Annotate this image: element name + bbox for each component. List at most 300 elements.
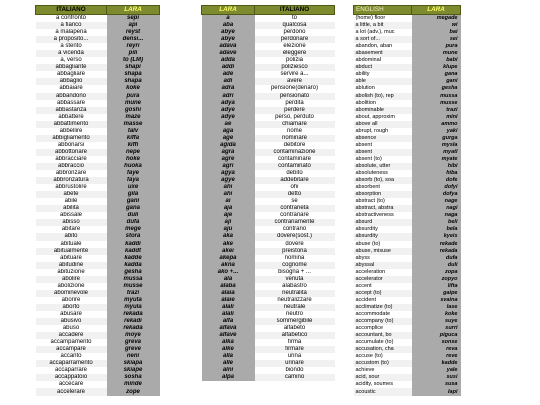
translation-cell: achieve	[355, 367, 375, 374]
translation-cell: aborto	[36, 304, 107, 311]
table-row	[202, 283, 335, 290]
translation-cell: about, approxim	[355, 113, 395, 120]
translation-cell: ohi	[290, 184, 299, 191]
table-row	[36, 297, 160, 304]
translation-cell: abilità	[36, 205, 107, 212]
translation-cell: abbronzatura	[36, 177, 107, 184]
translation-cell: a fianco	[36, 22, 107, 29]
translation-cell: accappatoio	[36, 374, 107, 381]
lara-word-cell: lase	[412, 304, 461, 311]
translation-cell: a malapena	[55, 29, 87, 36]
table-row	[36, 339, 160, 346]
lara-word-cell: koke	[107, 85, 160, 92]
lara-word-cell: reyri	[107, 43, 160, 50]
lara-word-cell: alali	[202, 311, 255, 318]
table-row	[36, 64, 160, 71]
table-row	[202, 114, 335, 121]
lara-word-cell: kiffa	[107, 135, 160, 142]
table-row	[202, 163, 335, 170]
lara-word-cell: alpa	[202, 374, 255, 381]
translation-cell: abbagliante	[36, 64, 107, 71]
lara-word-cell: neni	[107, 353, 160, 360]
lara-word-cell: adi	[202, 78, 255, 85]
table-row	[36, 262, 160, 269]
table-row	[36, 43, 160, 50]
lara-word-cell: dofya	[412, 191, 461, 198]
table-row	[202, 121, 335, 128]
lara-word-cell: gana	[412, 71, 461, 78]
lara-word-cell: lapi	[412, 388, 461, 395]
translation-cell: accident	[355, 296, 376, 303]
table-row	[36, 191, 160, 198]
translation-cell: absurdity	[354, 233, 412, 240]
table-row	[202, 36, 335, 43]
translation-cell: abolire	[36, 276, 107, 283]
translation-cell: abitudine	[36, 262, 107, 269]
translation-cell: absent	[355, 141, 373, 148]
lara-word-cell: bela	[412, 226, 461, 233]
table-row	[354, 191, 461, 198]
translation-cell: acclimatize (to)	[354, 304, 412, 311]
translation-cell: abbattimento	[36, 121, 107, 128]
table-row	[354, 71, 461, 78]
lara-word-cell: musse	[412, 100, 461, 107]
translation-cell: absorb (to), soa	[354, 177, 412, 184]
table-row	[354, 156, 461, 163]
table-row	[36, 318, 160, 325]
translation-cell: servire a...	[280, 71, 309, 78]
table-row	[36, 248, 160, 255]
table-row	[202, 64, 335, 71]
translation-cell: abrupt, rough	[355, 127, 389, 134]
translation-cell: abituzione	[57, 268, 85, 275]
translation-cell: a stento	[60, 43, 82, 50]
lara-word-cell: musse	[107, 283, 160, 290]
translation-cell: able	[354, 78, 412, 85]
translation-cell: absurdity	[355, 226, 378, 233]
lara-word-cell: reyst	[107, 29, 160, 36]
translation-cell: absurd	[354, 219, 412, 226]
translation-cell: abduct	[354, 64, 412, 71]
lara-word-cell: nagi	[412, 205, 461, 212]
lara-word-cell: alfava	[202, 325, 255, 332]
translation-cell: abituare	[60, 254, 82, 261]
lara-word-cell: mune	[412, 50, 461, 57]
table-row	[36, 290, 160, 297]
translation-cell: abbonarsi	[57, 141, 85, 148]
lara-word-cell: adri	[202, 93, 255, 100]
lara-word-cell: alni	[202, 367, 255, 374]
translation-cell: eleggere	[255, 50, 335, 57]
lara-word-cell: huoka	[107, 163, 160, 170]
table-row	[36, 15, 160, 23]
lara-word-cell: age	[202, 135, 255, 142]
translation-cell: debito	[286, 170, 303, 177]
translation-cell: contaminato	[255, 163, 335, 170]
translation-cell: abandon, aban	[355, 43, 393, 50]
translation-cell: firma	[287, 339, 302, 346]
translation-cell: dovere	[285, 240, 304, 247]
lara-word-cell: alaba	[202, 283, 255, 290]
lara-word-cell: nage	[412, 198, 461, 205]
translation-cell: abbottonare	[36, 149, 107, 156]
table-row	[36, 212, 160, 219]
table-row	[36, 325, 160, 332]
translation-cell: urina	[287, 353, 302, 360]
translation-cell: abominable	[354, 107, 412, 114]
table-row	[36, 135, 160, 142]
translation-cell: abolition	[355, 99, 376, 106]
table-row	[36, 233, 160, 240]
translation-cell: abbrustolire	[55, 184, 87, 191]
lara-word-cell: susi	[412, 374, 461, 381]
table-row	[202, 346, 335, 353]
english-lara-table	[353, 5, 461, 396]
translation-cell: accept (to)	[354, 290, 412, 297]
translation-cell: accustom (to)	[354, 360, 412, 367]
translation-cell: abito	[36, 233, 107, 240]
table-row	[36, 374, 160, 381]
lara-word-cell: rekada	[412, 248, 461, 255]
lara-word-cell: adda	[202, 57, 255, 64]
table-row	[202, 226, 335, 233]
translation-cell: qualcosa	[255, 22, 335, 29]
table-row	[36, 311, 160, 318]
lara-word-cell: myuta	[107, 297, 160, 304]
lara-word-cell: rekadi	[107, 318, 160, 325]
table-row	[354, 15, 461, 23]
lara-word-cell: adye	[202, 114, 255, 121]
lara-word-cell: skiapa	[107, 360, 160, 367]
lara-word-cell: gani	[412, 78, 461, 85]
lara-word-cell: aje	[202, 212, 255, 219]
lara-word-cell: sosha	[107, 374, 160, 381]
table-row	[354, 233, 461, 240]
lara-word-cell: rekada	[107, 311, 160, 318]
table-row	[354, 311, 461, 318]
lara-word-cell: ai	[202, 198, 255, 205]
translation-cell: absent (to)	[355, 155, 382, 162]
lara-word-cell: a	[202, 15, 255, 23]
translation-cell: absorbent	[355, 184, 380, 191]
lara-word-cell: ahi	[202, 184, 255, 191]
table-row	[354, 163, 461, 170]
translation-cell: perdono	[283, 29, 306, 36]
lara-word-cell: dofyi	[412, 184, 461, 191]
translation-cell: abisso	[36, 219, 107, 226]
table-row	[202, 276, 335, 283]
lara-word-cell: gesha	[107, 269, 160, 276]
lara-word-cell: mini	[412, 114, 461, 121]
lara-word-cell: susa	[412, 381, 461, 388]
lara-word-cell: masse	[107, 121, 160, 128]
translation-cell: accountant, bo	[354, 332, 412, 339]
translation-cell: abile	[64, 198, 78, 205]
translation-cell: abstract (to)	[355, 198, 385, 205]
table-row	[36, 71, 160, 78]
table-row	[202, 93, 335, 100]
table-row	[36, 142, 160, 149]
lara-word-cell: nepe	[107, 149, 160, 156]
translation-cell: abyssal	[354, 262, 412, 269]
table-row	[202, 297, 335, 304]
table-row	[202, 22, 335, 29]
translation-cell: accent	[355, 282, 372, 289]
translation-cell: abstractiveness	[355, 212, 394, 219]
table-row	[354, 128, 461, 135]
translation-cell: abbaiare	[59, 85, 83, 92]
table-row	[354, 100, 461, 107]
column-header-english: ENGLISH	[354, 6, 412, 15]
lara-word-cell: myula	[107, 304, 160, 311]
table-row	[202, 156, 335, 163]
lara-word-cell: alke	[202, 346, 255, 353]
table-header-row	[354, 6, 461, 15]
table-row	[354, 93, 461, 100]
translation-cell: contrariare	[280, 212, 309, 219]
table-row	[36, 163, 160, 170]
translation-cell: se	[291, 198, 298, 205]
table-row	[202, 128, 335, 135]
table-row	[354, 121, 461, 128]
translation-cell: absoluteness	[355, 170, 388, 177]
lara-word-cell: alka	[202, 339, 255, 346]
translation-cell: abuse, misuse	[354, 248, 412, 255]
table-row	[36, 149, 160, 156]
lara-word-cell: minde	[107, 381, 160, 388]
lara-word-cell: ala	[202, 276, 255, 283]
translation-cell: urinare	[255, 360, 335, 367]
table-row	[36, 367, 160, 374]
translation-cell: addebitare	[255, 177, 335, 184]
lara-word-cell: kyeis	[412, 233, 461, 240]
table-row	[354, 57, 461, 64]
table-row	[354, 262, 461, 269]
translation-cell: alfabetico	[255, 332, 335, 339]
table-row	[36, 177, 160, 184]
lara-word-cell: kaddi	[107, 241, 160, 248]
table-row	[354, 283, 461, 290]
table-row	[354, 374, 461, 381]
translation-cell: acid, sour	[354, 374, 412, 381]
table-row	[202, 325, 335, 332]
lara-word-cell: akna	[202, 262, 255, 269]
lara-word-cell: trazi	[107, 290, 160, 297]
translation-cell: neutro	[285, 310, 303, 317]
table-row	[354, 142, 461, 149]
table-row	[36, 85, 160, 92]
lara-word-cell: densi...	[107, 36, 160, 43]
translation-cell: abasement	[354, 50, 412, 57]
lara-word-cell: dufa	[107, 219, 160, 226]
translation-cell: acceleration	[355, 268, 386, 275]
lara-word-cell: skiape	[107, 367, 160, 374]
translation-cell: contrariamente	[255, 219, 335, 226]
lara-word-cell: ade	[202, 71, 255, 78]
translation-cell: perso, perduto	[275, 113, 314, 120]
translation-cell: abbassare	[56, 99, 86, 106]
translation-cell: venuta	[255, 276, 335, 283]
lara-word-cell: mune	[107, 100, 160, 107]
translation-cell: abdominal	[355, 57, 381, 64]
lara-word-cell: svaina	[412, 297, 461, 304]
lara-word-cell: abye	[202, 29, 255, 36]
translation-cell: to	[291, 15, 297, 22]
translation-cell: contaminazione	[255, 149, 335, 156]
table-row	[202, 50, 335, 57]
table-row	[202, 219, 335, 226]
translation-cell: abbattere	[58, 113, 84, 120]
lara-word-cell: goshi	[107, 107, 160, 114]
translation-cell: cognome	[255, 262, 335, 269]
lara-word-cell: duli	[412, 262, 461, 269]
translation-cell: polizia	[285, 57, 303, 64]
table-row	[202, 107, 335, 114]
translation-cell: accelerator	[354, 276, 412, 283]
lara-word-cell: shapa	[107, 78, 160, 85]
lara-word-cell: sonse	[412, 339, 461, 346]
translation-cell: neutrale	[255, 304, 335, 311]
translation-cell: abominevole	[36, 290, 107, 297]
translation-cell: firmare	[255, 346, 335, 353]
table-row	[354, 184, 461, 191]
translation-cell: aborire	[61, 296, 81, 303]
translation-cell: alfabeto	[283, 325, 306, 332]
table-row	[354, 248, 461, 255]
table-row	[202, 100, 335, 107]
translation-cell: accadere	[36, 332, 107, 339]
translation-cell: sommergibile	[255, 318, 335, 325]
table-row	[36, 29, 160, 36]
table-row	[354, 205, 461, 212]
table-row	[202, 374, 335, 381]
table-row	[36, 219, 160, 226]
lara-word-cell: duli	[107, 212, 160, 219]
translation-cell: absorption	[354, 191, 412, 198]
translation-cell: poliziesco	[255, 64, 335, 71]
translation-cell: ablution	[355, 85, 375, 92]
lara-word-cell: ake	[202, 241, 255, 248]
table-row	[354, 367, 461, 374]
lara-word-cell: alaie	[202, 297, 255, 304]
table-row	[354, 29, 461, 36]
lara-word-cell: adra	[202, 85, 255, 92]
table-row	[354, 332, 461, 339]
table-row	[36, 360, 160, 367]
table-row	[202, 85, 335, 92]
table-row	[36, 346, 160, 353]
table-row	[354, 170, 461, 177]
table-row	[202, 15, 335, 23]
table-row	[202, 233, 335, 240]
table-row	[354, 269, 461, 276]
translation-cell: chiamare	[255, 121, 335, 128]
lara-word-cell: uxe	[107, 184, 160, 191]
table-row	[36, 269, 160, 276]
table-row	[36, 388, 160, 395]
table-row	[354, 149, 461, 156]
translation-cell: perdere	[255, 107, 335, 114]
translation-cell: neutralità	[255, 290, 335, 297]
lara-word-cell: maze	[107, 114, 160, 121]
lara-word-cell: akei	[202, 248, 255, 255]
translation-cell: abbronzare	[55, 170, 87, 177]
translation-cell: abbandono	[36, 93, 107, 100]
column-header-lara: LARA	[107, 6, 160, 15]
lara-word-cell: zopa	[412, 269, 461, 276]
table-row	[202, 212, 335, 219]
table-row	[354, 304, 461, 311]
lara-word-cell: rekada	[107, 325, 160, 332]
table-row	[354, 64, 461, 71]
table-row	[354, 198, 461, 205]
lara-word-cell: alfave	[202, 332, 255, 339]
table-row	[202, 269, 335, 276]
translation-cell: abbellire	[59, 127, 83, 134]
lara-word-cell: mussa	[107, 276, 160, 283]
translation-cell: camino	[255, 374, 335, 381]
translation-cell: nomina	[284, 254, 305, 261]
lara-word-cell: mussa	[412, 93, 461, 100]
table-row	[354, 43, 461, 50]
table-row	[202, 177, 335, 184]
translation-cell: abusivo	[36, 318, 107, 325]
lara-word-cell: aba	[202, 22, 255, 29]
translation-cell: accomplice	[355, 325, 384, 332]
translation-cell: abete	[36, 191, 107, 198]
table-row	[354, 114, 461, 121]
lara-word-cell: to (LM)	[107, 57, 160, 64]
table-row	[202, 71, 335, 78]
table-row	[202, 339, 335, 346]
table-row	[36, 78, 160, 85]
lara-word-cell: greve	[107, 346, 160, 353]
table-row	[36, 100, 160, 107]
translation-cell: nome	[286, 127, 302, 134]
translation-cell: debitore	[283, 141, 306, 148]
table-row	[202, 304, 335, 311]
table-row	[354, 22, 461, 29]
lara-word-cell: kiffi	[107, 142, 160, 149]
table-row	[354, 85, 461, 92]
lara-word-cell: kadde	[107, 255, 160, 262]
lara-word-cell: faye	[107, 170, 160, 177]
lara-word-cell: agra	[202, 149, 255, 156]
lara-word-cell: koke	[412, 311, 461, 318]
lara-word-cell: yale	[412, 367, 461, 374]
lara-word-cell: aju	[202, 226, 255, 233]
lara-word-cell: zope	[107, 388, 160, 395]
table-row	[354, 388, 461, 395]
translation-cell: contrarietà	[255, 205, 335, 212]
translation-cell: a little, a bit	[354, 22, 412, 29]
table-row	[202, 43, 335, 50]
lara-word-cell: lifta	[412, 283, 461, 290]
lara-word-cell: gesha	[412, 85, 461, 92]
table-row	[202, 57, 335, 64]
table-row	[354, 177, 461, 184]
table-row	[202, 198, 335, 205]
translation-cell: elezione	[283, 43, 306, 50]
lara-word-cell: reve	[412, 353, 461, 360]
translation-cell: abitualmente	[36, 248, 107, 255]
table-body	[354, 15, 461, 396]
translation-cell: pensione(denaro)	[270, 85, 319, 92]
table-row	[354, 219, 461, 226]
lara-word-cell: aji	[202, 219, 255, 226]
table-row	[36, 241, 160, 248]
translation-cell: dovere(sost.)	[255, 233, 335, 240]
